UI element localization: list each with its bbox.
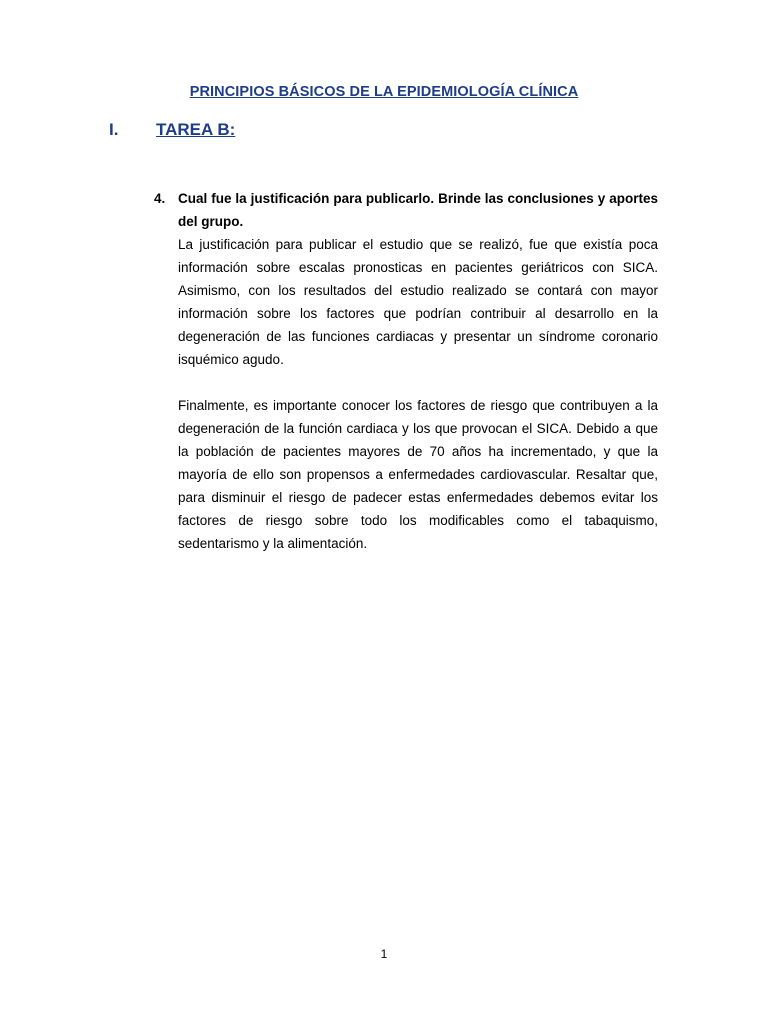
document-title: PRINCIPIOS BÁSICOS DE LA EPIDEMIOLOGÍA CLÍNICA bbox=[189, 84, 579, 100]
answer-paragraph-conclusion: Finalmente, es importante conocer los factores de riesgo que contribuyen a la degeneración de la función cardiaca y los que provocan el SICA. Debido a que la población de pacientes mayores de 70 años ha incrementado, y que la mayoría de ello son propensos a enfermedades cardiovascular. Resaltar que, para disminuir el riesgo de padecer estas enfermedades debemos evitar los factores de riesgo sobre todo los modificables como el tabaquismo, sedentarismo y la alimentación. bbox=[178, 398, 658, 551]
question-item bbox=[154, 187, 658, 555]
page-number: 1 bbox=[380, 947, 388, 961]
section-numeral: I. bbox=[109, 120, 119, 139]
section-title: TAREA B: bbox=[156, 120, 236, 139]
question-text: Cual fue la justificación para publicarlo. Brinde las conclusiones y aportes del grupo. bbox=[178, 191, 658, 229]
answer-body bbox=[178, 233, 658, 555]
question-number: 4. bbox=[154, 191, 166, 206]
answer-paragraph-justification: La justificación para publicar el estudio que se realizó, fue que existía poca información sobre escalas pronosticas en pacientes geriátricos con SICA. Asimismo, con los resultados del estudio realizado se contará con mayor información sobre los factores que podrían contribuir al desarrollo en la degeneración de las funciones cardiacas y presentar un síndrome coronario isquémico agudo. bbox=[178, 237, 658, 367]
